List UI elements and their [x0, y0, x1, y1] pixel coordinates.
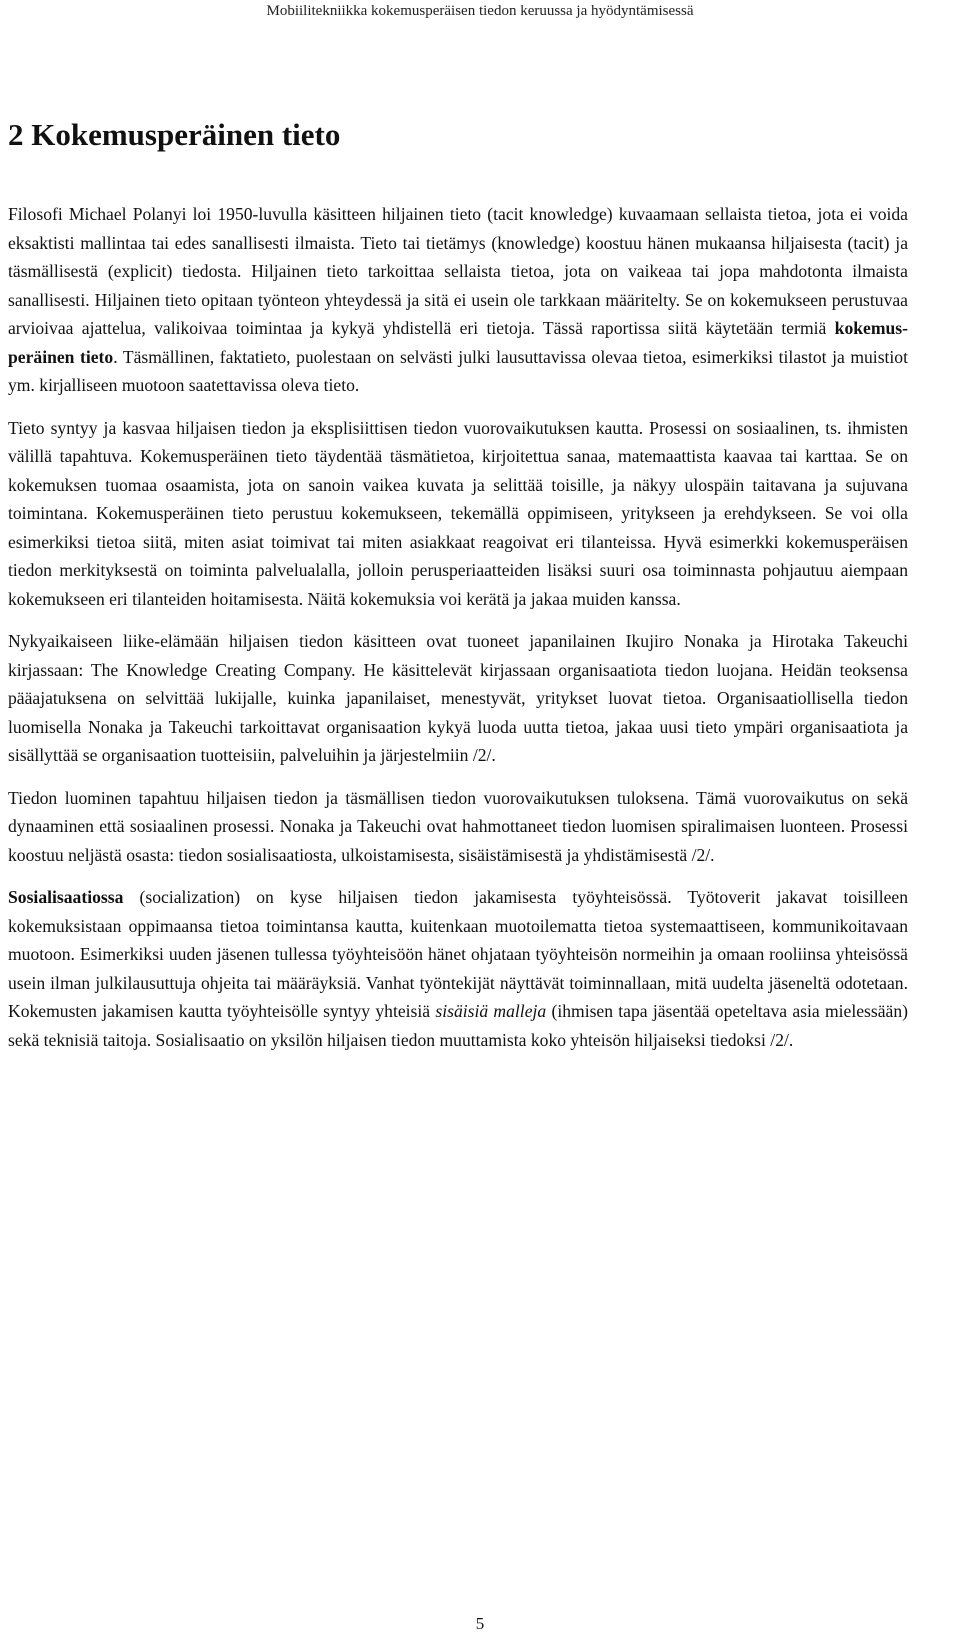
paragraph-nonaka-takeuchi: Nykyaikaiseen liike-elämään hiljaisen tiedon käsitteen ovat tuoneet japanilainen Ikujiro Nonaka ja Hirotaka Takeuchi kirjassaan: The Knowledge Creating Company. He käsittelevät kirjassaan organisaatiota tiedon luojana. Heidän teoksensa pääajatuksena on selvittää lukijalle, kuinka japanilaiset, menestyvät, yritykset luovat tietoa. Organisaatiollisella tiedon luomisella Nonaka ja Takeuchi tarkoittavat organisaation kykyä luoda uutta tietoa, jakaa uusi tieto ympäri organisaatiota ja sisällyttää se organisaation tuotteisiin, palveluihin ja järjestelmiin /2/.: [8, 631, 908, 765]
paragraph-tacit-knowledge: [8, 200, 908, 400]
paragraph-text: (ihmisen tapa jäsentää opeteltava asia mielessään) sekä teknisiä taitoja. Sosialisaatio on yksilön hiljaisen tiedon muuttamista koko yhteisön hiljaiseksi tiedoksi /2/.: [8, 1001, 908, 1050]
paragraph-knowledge-creation: Tieto syntyy ja kasvaa hiljaisen tiedon ja eksplisiittisen tiedon vuorovaikutuksen kautta. Prosessi on sosiaalinen, ts. ihmisten välillä tapahtuva. Kokemusperäinen tieto täydentää täsmätietoa, kirjoitettua sanaa, matemaattista kaavaa tai karttaa. Se on kokemuksen tuomaa osaamista, jota on sanoin vaikea kuvata ja selittää toisille, ja näkyy ulospäin taitavana ja sujuvana toimintana. Kokemusperäinen tieto perustuu kokemukseen, tekemällä oppimiseen, yritykseen ja erehdykseen. Se voi olla esimerkiksi tietoa siitä, miten asiat toimivat tai miten asiakkaat reagoivat eri tilanteissa. Hyvä esimerkki kokemusperäisen tiedon merkityksestä on toiminta palvelualalla, jolloin perusperiaatteiden lisäksi suuri osa toiminnasta pohjautuu aiempaan kokemukseen eri tilanteiden hoitamisesta. Näitä kokemuksia voi kerätä ja jakaa muiden kanssa.: [8, 417, 908, 609]
paragraph-text: Filosofi Michael Polanyi loi 1950-luvulla käsitteen hiljainen tieto (tacit knowledge) kuvaamaan sellaista tietoa, jota ei voida eksaktisti mallintaa tai edes sanallisesti ilmaista. Tieto tai tietämys (knowledge) koostuu hänen mukaansa hiljaisesta (tacit) ja täsmällisestä (explicit) tiedosta. Hiljainen tieto tarkoittaa sellaista tietoa, jota on vaikeaa tai jopa mahdotonta ilmaista sanallisesti. Hiljainen tieto opitaan työnteon yhteydessä ja sitä ei usein ole tarkkaan määritelty. Se on kokemukseen perustuvaa arvioivaa ajattelua, valikoivaa toimintaa ja kykyä yhdistellä eri tietoja. Tässä raportissa siitä käytetään termiä: [8, 204, 908, 338]
chapter-title: 2 Kokemusperäinen tieto: [8, 117, 341, 152]
bold-term: kokemusperäinen tieto: [8, 318, 908, 367]
paragraph-text: (socialization) on kyse hiljaisen tiedon jakamisesta työyhteisössä. Työtoverit jakavat toisilleen kokemuksistaan oppimaansa tietoa toimintansa kautta, kuitenkaan muotoilematta tietoa systemaattiseen, kommunikoitavaan muotoon. Esimerkiksi uuden jäsenen tullessa työyhteisöön hänet ohjataan työyhteisön normeihin ja omaan rooliinsa yhteisössä usein ilman julkilausuttuja ohjeita tai määräyksiä. Vanhat työntekijät näyttävät toiminnallaan, mitä uudelta jäseneltä odotetaan. Kokemusten jakamisen kautta työyhteisölle syntyy yhteisiä: [8, 887, 908, 1021]
running-header: Mobiilitekniikka kokemusperäisen tiedon keruussa ja hyödyntämisessä: [266, 3, 694, 19]
paragraph-spiral-process: Tiedon luominen tapahtuu hiljaisen tiedon ja täsmällisen tiedon vuorovaikutuksen tuloksena. Tämä vuorovaikutus on sekä dynaaminen että sosiaalinen prosessi. Nonaka ja Takeuchi ovat hahmottaneet tiedon luomisen spiralimaisen luonteen. Prosessi koostuu neljästä osasta: tiedon sosialisaatiosta, ulkoistamisesta, sisäistämisestä ja yhdistämisestä /2/.: [8, 787, 908, 865]
body-text: [8, 200, 908, 1068]
italic-term: sisäisiä malleja: [435, 1001, 547, 1021]
paragraph-socialization: [8, 883, 908, 1054]
bold-term: Sosialisaatiossa: [8, 887, 124, 907]
page-number: 5: [475, 1614, 485, 1633]
paragraph-text: . Täsmällinen, faktatieto, puolestaan on selvästi julki lausuttavissa olevaa tietoa, esimerkiksi tilastot ja muistiot ym. kirjalliseen muotoon saatettavissa oleva tieto.: [8, 346, 908, 395]
